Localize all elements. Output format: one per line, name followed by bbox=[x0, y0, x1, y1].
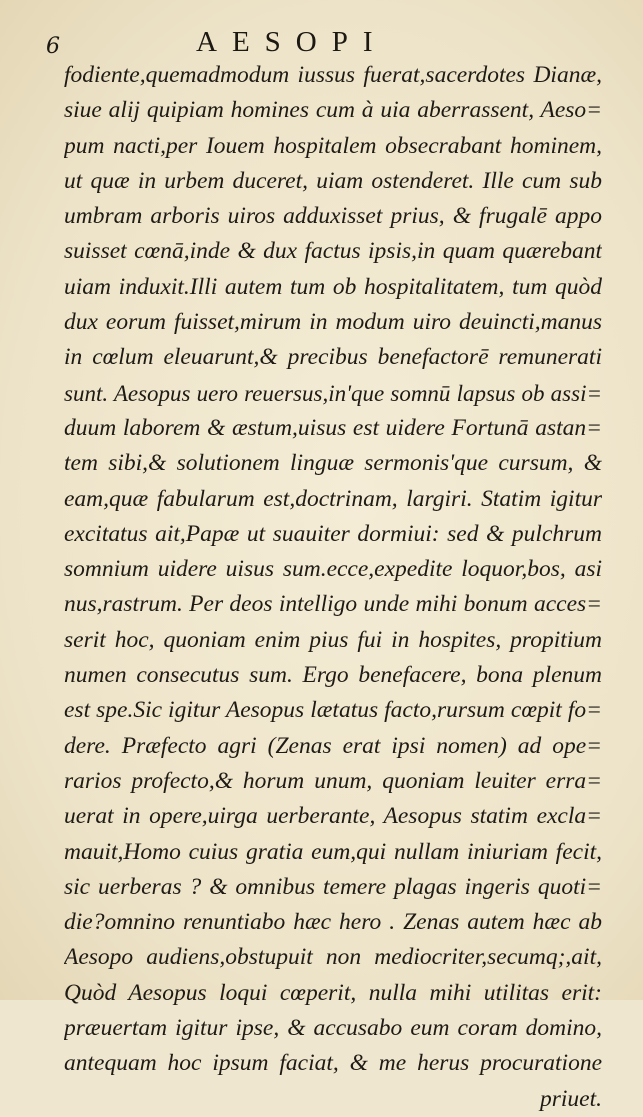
body-text bbox=[64, 58, 602, 1117]
text-line: excitatus ait,Papæ ut suauiter dormiui: sed & pulchrum bbox=[64, 520, 602, 547]
text-line: umbram arboris uiros adduxisset prius, & frugalē appo bbox=[64, 203, 602, 230]
text-line-catchword: priuet. bbox=[539, 1085, 602, 1112]
text-line: duum laborem & æstum,uisus est uidere Fortunā astan= bbox=[64, 414, 602, 441]
text-line: pum nacti,per Iouem hospitalem obsecrabant hominem, bbox=[64, 132, 602, 159]
text-line: uiam induxit.Illi autem tum ob hospitalitatem, tum quòd bbox=[64, 273, 602, 300]
text-line: die?omnino renuntiabo hæc hero . Zenas autem hæc ab bbox=[64, 909, 602, 936]
text-line: nus,rastrum. Per deos intelligo unde mihi bonum acces= bbox=[64, 591, 602, 618]
text-line: numen consecutus sum. Ergo benefacere, bona plenum bbox=[64, 662, 602, 689]
text-line: tem sibi,& solutionem linguæ sermonis'que cursum, & bbox=[64, 450, 602, 477]
text-line: serit hoc, quoniam enim pius fui in hospites, propitium bbox=[64, 626, 602, 653]
text-line: Aesopo audiens,obstupuit non mediocriter,secumq;,ait, bbox=[64, 944, 602, 971]
text-line: in cœlum eleuarunt,& precibus benefactorē remunerati bbox=[64, 344, 602, 371]
text-line: somnium uidere uisus sum.ecce,expedite loquor,bos, asi bbox=[64, 556, 602, 583]
text-line: est spe.Sic igitur Aesopus lætatus facto,rursum cœpit fo= bbox=[64, 697, 602, 724]
text-line: mauit,Homo cuius gratia eum,qui nullam iniuriam fecit, bbox=[64, 838, 602, 865]
text-line: suisset cœnā,inde & dux factus ipsis,in quam quærebant bbox=[64, 238, 602, 265]
text-line: Quòd Aesopus loqui cœperit, nulla mihi utilitas erit: bbox=[64, 979, 602, 1006]
running-head: AESOPI bbox=[196, 26, 388, 58]
text-line: sic uerberas ? & omnibus temere plagas ingeris quoti= bbox=[64, 873, 602, 900]
text-line: eam,quæ fabularum est,doctrinam, largiri. Statim igitur bbox=[64, 485, 602, 512]
text-line: sunt. Aesopus uero reuersus,in'que somnū lapsus ob assi= bbox=[64, 380, 602, 406]
page-number: 6 bbox=[46, 34, 60, 59]
text-line: uerat in opere,uirga uerberante, Aesopus statim excla= bbox=[64, 803, 602, 830]
text-line: antequam hoc ipsum faciat, & me herus procuratione bbox=[64, 1050, 602, 1077]
text-line: præuertam igitur ipse, & accusabo eum coram domino, bbox=[64, 1015, 602, 1042]
text-line: siue alij quipiam homines cum à uia aberrassent, Aeso= bbox=[64, 97, 602, 124]
text-line: dere. Præfecto agri (Zenas erat ipsi nomen) ad ope= bbox=[64, 732, 602, 759]
text-line: ut quæ in urbem duceret, uiam ostenderet. Ille cum sub bbox=[64, 167, 602, 194]
text-line: fodiente,quemadmodum iussus fuerat,sacerdotes Dianæ, bbox=[64, 62, 602, 88]
text-line: dux eorum fuisset,mirum in modum uiro deuincti,manus bbox=[64, 309, 602, 336]
text-line: rarios profecto,& horum unum, quoniam leuiter erra= bbox=[64, 767, 602, 794]
